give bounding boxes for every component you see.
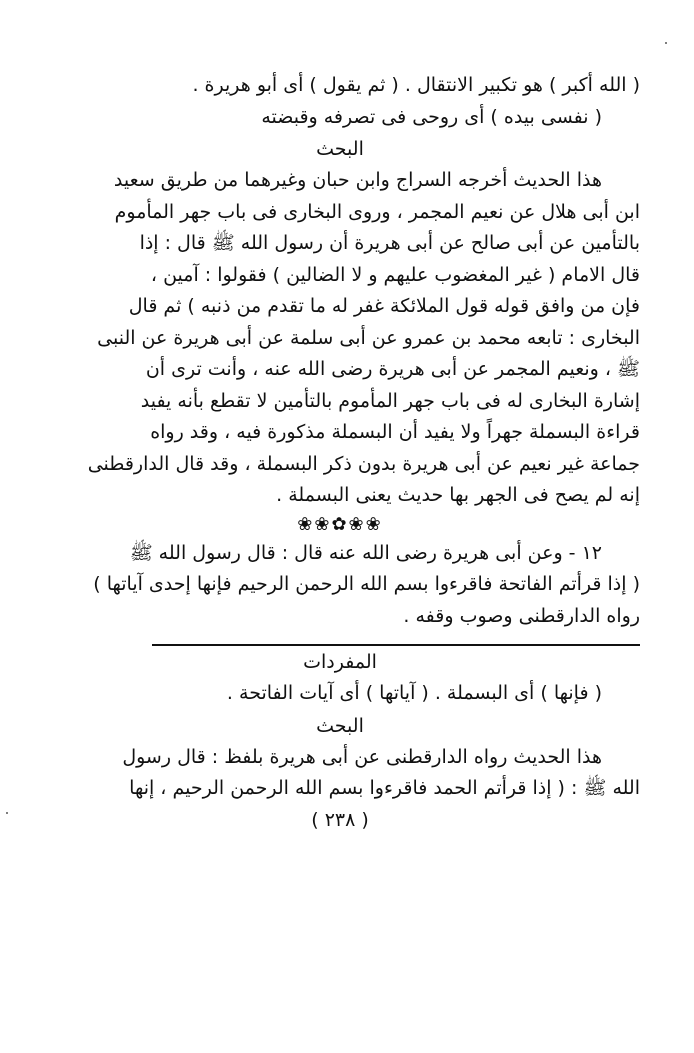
vocabulary-block [40,678,640,710]
text-line: ( نفسى بيده ) أى روحى فى تصرفه وقبضته [261,105,602,128]
text-line: ( فإنها ) أى البسملة . ( آياتها ) أى آيات الفاتحة . [226,682,602,704]
text-line: ١٢ - وعن أبى هريرة رضى الله عنه قال : قال رسول الله ﷺ [129,541,602,564]
page-number: ( ٢٣٨ ) [311,808,369,831]
research-paragraph [40,165,640,512]
text-line: الله ﷺ : ( إذا قرأتم الحمد فاقرءوا بسم الله الرحمن الرحيم ، إنها [129,777,640,799]
section-heading-research: البحث [316,138,364,160]
page-content [40,70,640,835]
text-line: ابن أبى هلال عن نعيم المجمر ، وروى البخارى فى باب جهر المأموم [114,200,640,223]
definitions-block [40,70,640,133]
text-line: البخارى : تابعه محمد بن عمرو عن أبى سلمة عن أبى هريرة عن النبى [97,326,640,349]
text-line: قراءة البسملة جهراً ولا يفيد أن البسملة مذكورة فيه ، وقد رواه [150,421,640,443]
text-line: رواه الدارقطنى وصوب وقفه . [403,604,640,627]
text-line: إنه لم يصح فى الجهر بها حديث يعنى البسملة . [276,484,640,506]
text-line: إشارة البخارى له فى باب جهر المأموم بالتأمين لا تقطع بأنه يفيد [140,389,640,412]
text-line: ( إذا قرأتم الفاتحة فاقرءوا بسم الله الرحمن الرحيم فإنها إحدى آياتها ) [93,573,640,595]
text-line: فإن من وافق قوله قول الملائكة غفر له ما تقدم من ذنبه ) ثم قال [128,295,640,317]
ornament-divider: ❀❀✿❀❀ [297,513,383,535]
scan-speck [665,42,667,44]
research-paragraph-2 [40,742,640,805]
text-line: ﷺ ، ونعيم المجمر عن أبى هريرة رضى الله عنه ، وأنت ترى أن [145,358,640,380]
hadith-12 [40,538,640,633]
section-heading-research-2: البحث [316,714,364,737]
text-line: ( الله أكبر ) هو تكبير الانتقال . ( ثم يقول ) أى أبو هريرة . [192,74,640,96]
text-line: قال الامام ( غير المغضوب عليهم و لا الضالين ) فقولوا : آمين ، [150,263,640,286]
text-line: جماعة غير نعيم عن أبى هريرة بدون ذكر البسملة ، وقد قال الدارقطنى [87,452,640,475]
divider-rule [152,644,640,646]
text-line: بالتأمين عن أبى صالح عن أبى هريرة أن رسول الله ﷺ قال : إذا [139,232,640,254]
text-line: هذا الحديث رواه الدارقطنى عن أبى هريرة بلفظ : قال رسول [122,745,602,768]
text-line: هذا الحديث أخرجه السراج وابن حبان وغيرهما من طريق سعيد [113,169,602,191]
scan-speck [6,812,8,814]
section-heading-vocabulary: المفردات [303,651,377,673]
